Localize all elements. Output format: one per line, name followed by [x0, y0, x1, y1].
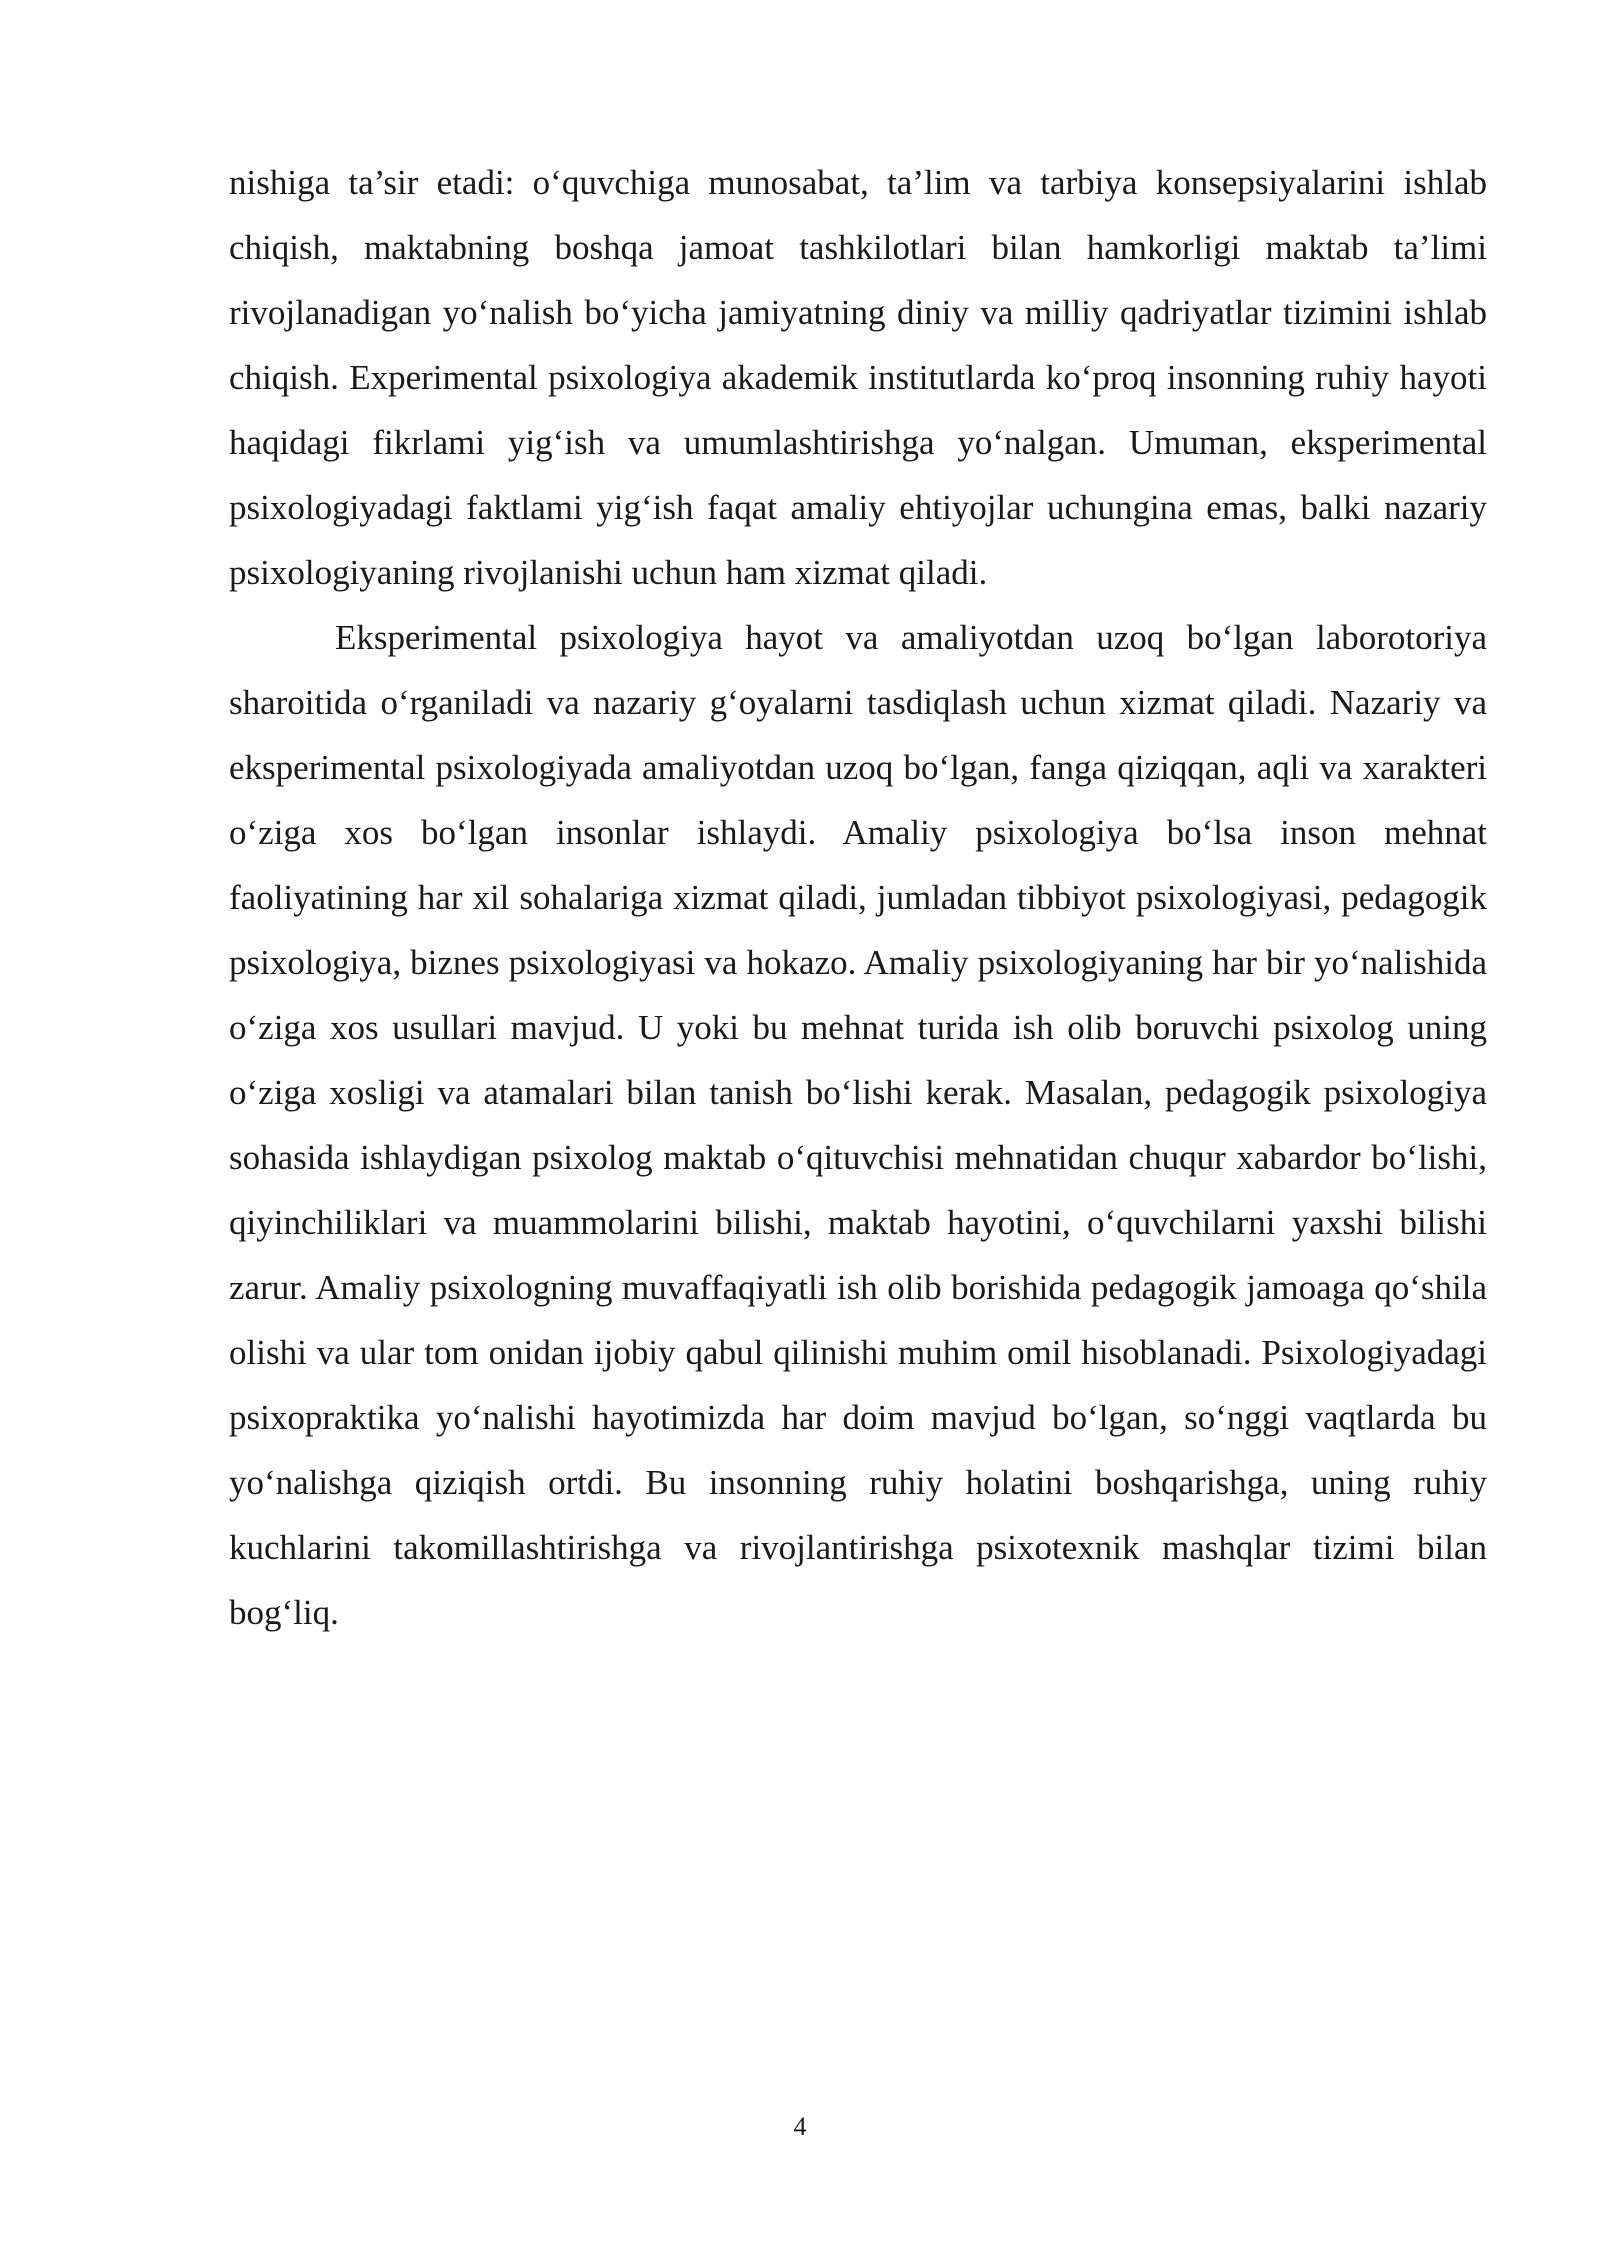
- paragraph-experimental-psychology: Eksperimental psixologiya hayot va amaliyotdan uzoq bo‘lgan laborotoriya sharoitida o‘rganiladi va nazariy g‘oyalarni tasdiqlash uchun xizmat qiladi. Nazariy va eksperimental psixologiyada amaliyotdan uzoq bo‘lgan, fanga qiziqqan, aqli va xarakteri o‘ziga xos bo‘lgan insonlar ishlaydi. Amaliy psixologiya bo‘lsa inson mehnat faoliyatining har xil sohalariga xizmat qiladi, jumladan tibbiyot psixologiyasi, pedagogik psixologiya, biznes psixologiyasi va hokazo. Amaliy psixologiyaning har bir yo‘nalishida o‘ziga xos usullari mavjud. U yoki bu mehnat turida ish olib boruvchi psixolog uning o‘ziga xosligi va atamalari bilan tanish bo‘lishi kerak. Masalan, pedagogik psixologiya sohasida ishlaydigan psixolog maktab o‘qituvchisi mehnatidan chuqur xabardor bo‘lishi, qiyinchiliklari va muammolarini bilishi, maktab hayotini, o‘quvchilarni yaxshi bilishi zarur. Amaliy psixologning muvaffaqiyatli ish olib borishida pedagogik jamoaga qo‘shila olishi va ular tom onidan ijobiy qabul qilinishi muhim omil hisoblanadi. Psixologiyadagi psixopraktika yo‘nalishi hayotimizda har doim mavjud bo‘lgan, so‘nggi vaqtlarda bu yo‘nalishga qiziqish ortdi. Bu insonning ruhiy holatini boshqarishga, uning ruhiy kuchlarini takomillashtirishga va rivojlantirishga psixotexnik mashqlar tizimi bilan bog‘liq.: [229, 618, 1487, 1632]
- body-text: [229, 150, 1487, 1645]
- page-number: 4: [793, 2112, 807, 2141]
- paragraph-continuation: nishiga ta’sir etadi: o‘quvchiga munosabat, ta’lim va tarbiya konsepsiyalarini ishlab chiqish, maktabning boshqa jamoat tashkilotlari bilan hamkorligi maktab ta’limi rivojlanadigan yo‘nalish bo‘yicha jamiyatning diniy va milliy qadriyatlar tizimini ishlab chiqish. Experimental psixologiya akademik institutlarda ko‘proq insonning ruhiy hayoti haqidagi fikrlami yig‘ish va umumlashtirishga yo‘nalgan. Umuman, eksperimental psixologiyadagi faktlami yig‘ish faqat amaliy ehtiyojlar uchungina emas, balki nazariy psixologiyaning rivojlanishi uchun ham xizmat qiladi.: [229, 163, 1487, 592]
